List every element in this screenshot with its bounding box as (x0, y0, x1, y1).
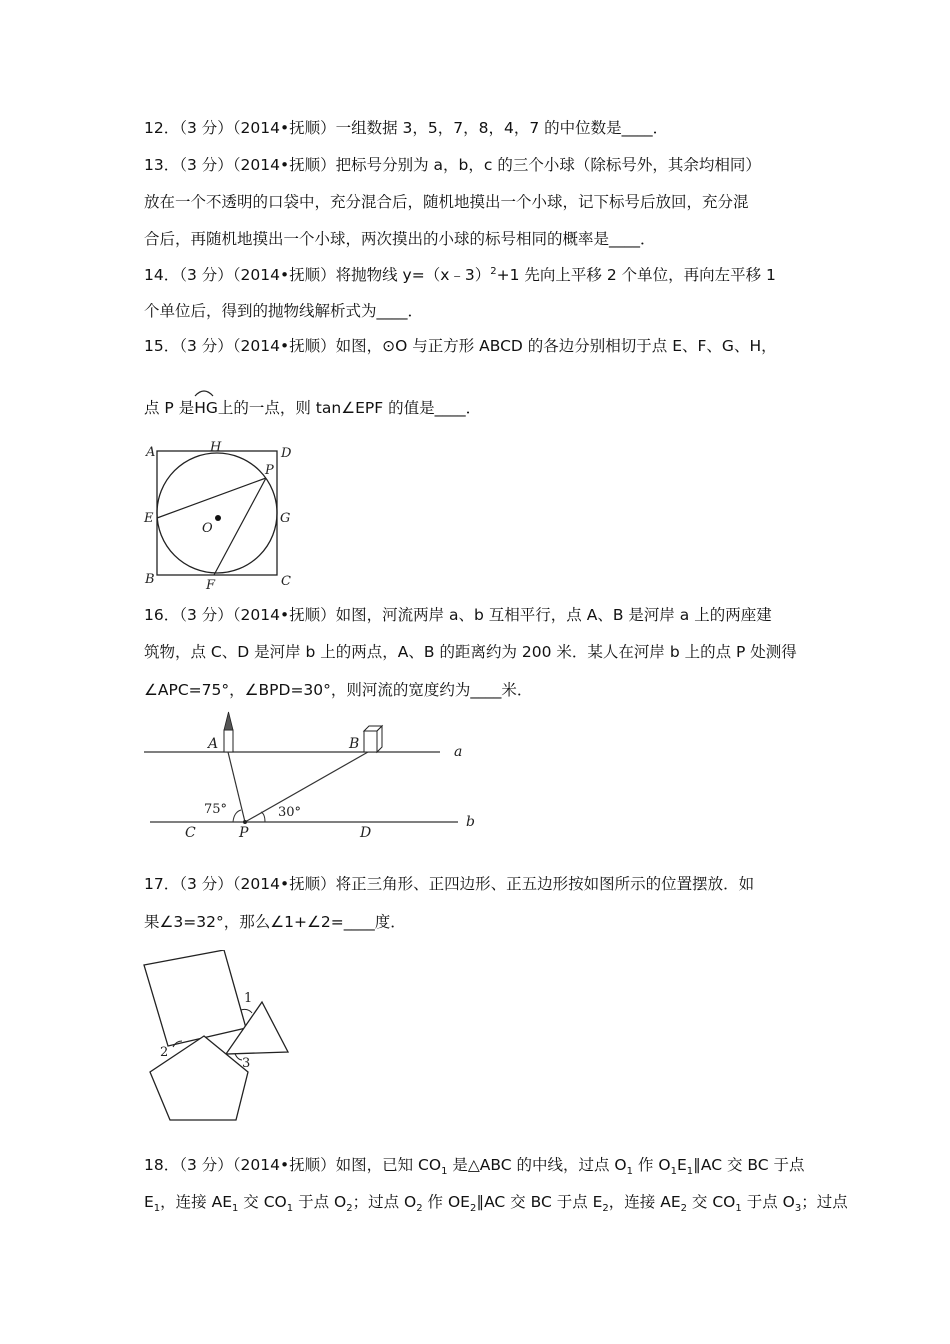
circle-o (157, 453, 277, 573)
label-o: O (202, 521, 213, 536)
label-bank-b: b (466, 814, 475, 830)
segment-bp (245, 752, 368, 822)
building-a-icon (224, 730, 233, 752)
label-e: E (144, 511, 154, 526)
label-c: C (185, 825, 196, 841)
question-15-line1: 15．（3 分）（2014•抚顺）如图，⊙O 与正方形 ABCD 的各边分别相切于点 E、F、G、H， (144, 337, 777, 355)
label-p: P (239, 825, 249, 841)
figure-q16-river (140, 706, 490, 844)
label-b: B (145, 572, 155, 587)
label-p: P (265, 463, 274, 478)
segment-ep (157, 478, 266, 518)
label-d: D (360, 825, 372, 841)
label-angle-30: 30° (278, 805, 302, 820)
question-16-line3: ∠APC=75°，∠BPD=30°，则河流的宽度约为____米． (144, 681, 533, 699)
label-b-building: B (349, 736, 360, 752)
question-18-line2 (144, 1192, 848, 1215)
q18-l2-s1: 1 (153, 1203, 161, 1215)
q18-l2-t0: E (144, 1193, 154, 1211)
q15-text-a: 点 P 是 (144, 399, 195, 417)
q15-text-b: 上的一点，则 tan∠EPF 的值是____． (217, 399, 482, 417)
label-h: H (210, 440, 222, 455)
q15-arc-label: HG (194, 399, 218, 417)
q18-l2-t20: ；过点 (801, 1193, 848, 1211)
q18-l2-t4: 交 CO (238, 1193, 287, 1211)
q18-l2-s11: 2 (469, 1203, 477, 1215)
q18-l1-t0: 18．（3 分）（2014•抚顺）如图，已知 CO (144, 1156, 442, 1174)
q18-l1-s5: 1 (670, 1166, 677, 1178)
angle-arc-75 (233, 810, 241, 822)
label-f: F (206, 578, 216, 593)
building-b-icon (364, 731, 377, 752)
segment-ap (228, 752, 245, 822)
q18-l2-s19: 3 (794, 1203, 802, 1215)
q18-l2-t2: ，连接 AE (160, 1193, 232, 1211)
figure-q17-polygons (140, 950, 300, 1128)
square-shape (144, 950, 246, 1046)
q14-text-b: +1 先向上平移 2 个单位，再向左平移 1 (496, 266, 776, 284)
angle-arc-1 (241, 1009, 252, 1013)
point-p-dot (243, 820, 247, 824)
question-18-line1 (144, 1155, 805, 1178)
question-14-line1 (144, 265, 776, 285)
q18-l1-t2: 是△ABC 的中线，过点 O (447, 1156, 627, 1174)
q18-l2-s7: 2 (346, 1203, 353, 1215)
label-angle-75: 75° (204, 802, 228, 817)
question-15-line2 (144, 398, 481, 418)
q18-l2-t18: 于点 O (741, 1193, 795, 1211)
center-o-dot (215, 515, 221, 521)
q18-l2-t8: ；过点 O (352, 1193, 417, 1211)
label-c: C (281, 574, 291, 589)
question-17-line1: 17．（3 分）（2014•抚顺）将正三角形、正四边形、正五边形按如图所示的位置摆放．如 (144, 875, 755, 893)
building-a-roof (224, 712, 233, 730)
label-angle-2: 2 (160, 1045, 169, 1060)
label-g: G (280, 511, 291, 526)
question-17-line2: 果∠3=32°，那么∠1+∠2=____度． (144, 913, 406, 931)
building-b-side (377, 726, 382, 752)
q18-l1-t6: E (676, 1156, 687, 1174)
angle-arc-30 (261, 812, 265, 822)
q18-l2-s17: 1 (735, 1203, 742, 1215)
q18-l2-s3: 1 (232, 1203, 239, 1215)
question-16-line2: 筑物，点 C、D 是河岸 b 上的两点，A、B 的距离约为 200 米．某人在河岸 b 上的点 P 处测得 (144, 643, 797, 661)
q18-l1-s7: 1 (686, 1166, 694, 1178)
question-14-line2: 个单位后，得到的抛物线解析式为____． (144, 302, 424, 320)
q18-l2-s5: 1 (286, 1203, 294, 1215)
q18-l2-s15: 2 (680, 1203, 687, 1215)
q18-l2-t10: 作 OE (422, 1193, 470, 1211)
q18-l1-t4: 作 O (633, 1156, 671, 1174)
q18-l2-s13: 2 (602, 1203, 609, 1215)
label-bank-a: a (454, 744, 463, 760)
angle-arc-3 (235, 1054, 242, 1060)
figure-q15-circle-square (140, 438, 310, 593)
q14-text-a: 14．（3 分）（2014•抚顺）将抛物线 y=（x﹣3） (144, 266, 491, 284)
label-angle-1: 1 (244, 991, 253, 1006)
label-d: D (281, 446, 292, 461)
arc-hg (194, 398, 218, 418)
q18-l2-t16: 交 CO (687, 1193, 736, 1211)
q18-l2-t12: ∥AC 交 BC 于点 E (476, 1193, 603, 1211)
q18-l1-t8: ∥AC 交 BC 于点 (693, 1156, 805, 1174)
question-13-line2: 放在一个不透明的口袋中，充分混合后，随机地摸出一个小球，记下标号后放回，充分混 (144, 193, 749, 211)
question-13-line3: 合后，再随机地摸出一个小球，两次摸出的小球的标号相同的概率是____． (144, 230, 656, 248)
question-13-line1: 13．（3 分）（2014•抚顺）把标号分别为 a，b，c 的三个小球（除标号外，其余均相同） (144, 156, 761, 174)
q18-l2-t14: ，连接 AE (608, 1193, 681, 1211)
label-a-building: A (208, 736, 219, 752)
q18-l1-s3: 1 (626, 1166, 634, 1178)
label-a: A (146, 445, 156, 460)
question-16-line1: 16．（3 分）（2014•抚顺）如图，河流两岸 a、b 互相平行，点 A、B 是河岸 a 上的两座建 (144, 606, 772, 624)
q14-exponent: 2 (490, 265, 497, 277)
question-12-text: 12．（3 分）（2014•抚顺）一组数据 3，5，7，8，4，7 的中位数是____． (144, 119, 669, 137)
label-angle-3: 3 (242, 1056, 251, 1071)
arc-symbol-icon (194, 389, 214, 397)
q18-l2-t6: 于点 O (293, 1193, 347, 1211)
q18-l2-s9: 2 (416, 1203, 423, 1215)
q18-l1-s1: 1 (441, 1166, 448, 1178)
segment-fp (214, 478, 266, 575)
